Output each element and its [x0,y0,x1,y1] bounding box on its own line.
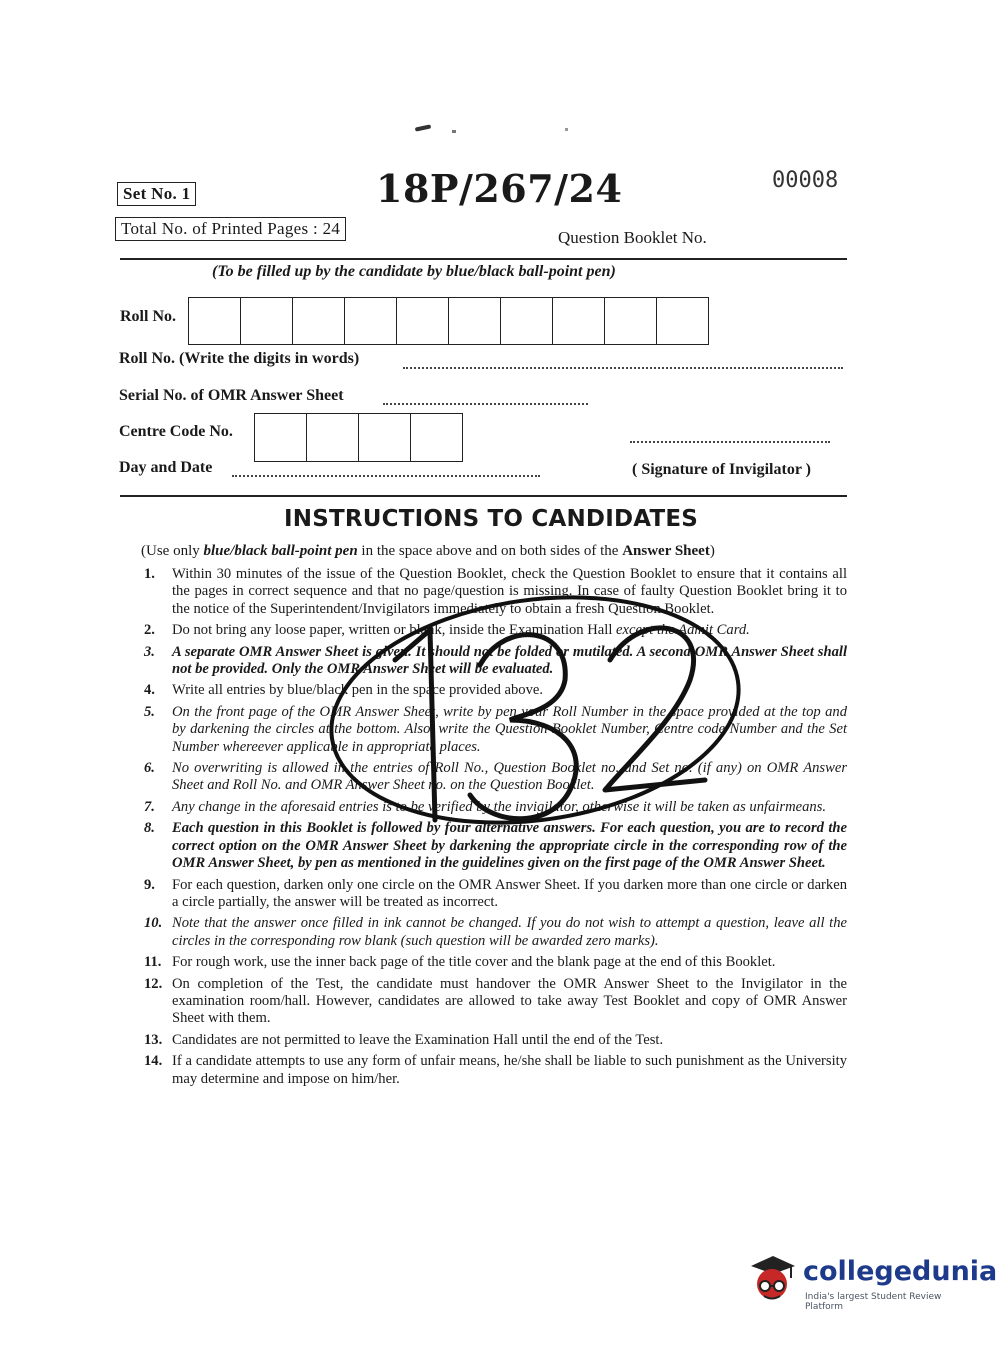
brand-name: collegedunia [803,1256,998,1287]
roll-no-digit-box[interactable] [293,298,345,344]
roll-no-label: Roll No. [120,308,176,325]
roll-no-digit-box[interactable] [189,298,241,344]
roll-no-digit-box[interactable] [449,298,501,344]
roll-no-digit-box[interactable] [345,298,397,344]
roll-no-words-label: Roll No. (Write the digits in words) [119,350,360,367]
set-number-box: Set No. 1 [117,182,196,206]
centre-code-digit-box[interactable] [359,414,411,461]
intro-text: (Use only [141,543,204,559]
intro-text: ) [709,543,715,559]
omr-serial-label: Serial No. of OMR Answer Sheet [119,387,344,404]
booklet-serial-number: 00008 [772,168,839,193]
instruction-item: 12. On completion of the Test, the candidate must handover the OMR Answer Sheet to the Invigilator in the examination room/hall. However, candidates are allowed to take away Test Booklet and copy of OMR Answer Sheet with them. [144,975,847,1027]
instruction-item: 3. A separate OMR Answer Sheet is given. It should not be folded or mutilated. A second OMR Answer Sheet shall not be provided. Only the OMR Answer Sheet will be evaluated. [144,643,847,678]
instruction-item: 2. Do not bring any loose paper, written or blank, inside the Examination Hall except the Admit Card. [144,622,750,639]
centre-code-digit-box[interactable] [255,414,307,461]
centre-code-label: Centre Code No. [119,423,233,440]
scan-speck [415,124,431,131]
roll-no-digit-box[interactable] [397,298,449,344]
instruction-item: 5. On the front page of the OMR Answer Sheet, write by pen your Roll Number in the space provided at the top and by darkening the circles at the bottom. Also, write the Question Booklet Number, Centre code Number and the Set Number whereever applicable in appropriate places. [144,703,847,755]
scan-speck [565,128,568,131]
instructions-intro [141,543,715,560]
total-pages-box: Total No. of Printed Pages : 24 [115,217,346,241]
roll-no-words-line[interactable] [403,366,843,369]
instructions-title: INSTRUCTIONS TO CANDIDATES [284,506,699,532]
brand-tagline: India's largest Student Review Platform [805,1292,942,1312]
roll-no-digit-box[interactable] [553,298,605,344]
instruction-item: 8. Each question in this Booklet is followed by four alternative answers. For each question, you are to record the correct option on the OMR Answer Sheet by darkening the appropriate circle in the corresponding row of the OMR Answer Sheet, by pen as mentioned in the guidelines given on the first page of the OMR Answer Sheet. [144,820,847,872]
form-bottom-rule [120,495,847,497]
instruction-item: 9. For each question, darken only one circle on the OMR Answer Sheet. If you darken more than one circle or darken a circle partially, the answer will be treated as incorrect. [144,876,847,910]
day-date-line[interactable] [232,474,540,477]
question-booklet-label: Question Booklet No. [558,228,707,247]
intro-emphasis: blue/black ball-point pen [203,543,358,559]
omr-serial-line[interactable] [383,402,588,405]
fill-instruction-note: (To be filled up by the candidate by blue/black ball-point pen) [212,263,616,280]
centre-code-boxes[interactable] [254,413,463,462]
collegedunia-watermark [745,1248,998,1312]
day-date-label: Day and Date [119,459,213,476]
intro-emphasis: Answer Sheet [622,543,710,559]
intro-text: in the space above and on both sides of the [357,543,623,559]
roll-no-boxes[interactable] [188,297,709,345]
header-rule [120,258,847,260]
roll-no-digit-box[interactable] [501,298,553,344]
instruction-item: 11. For rough work, use the inner back page of the title cover and the blank page at the end of this Booklet. [144,954,776,971]
scan-speck [452,130,456,133]
instruction-item: 7. Any change in the aforesaid entries is to be verified by the invigilator, otherwise it will be taken as unfairmeans. [144,798,827,815]
roll-no-digit-box[interactable] [241,298,293,344]
mascot-logo-icon [745,1252,799,1306]
instruction-item: 1. Within 30 minutes of the issue of the Question Booklet, check the Question Booklet to ensure that it contains all the pages in correct sequence and that no page/question is missing. In case of faulty Question Booklet bring it to the notice of the Superintendent/Invigilators immediately to obtain a fresh Question Booklet. [144,566,847,617]
centre-code-digit-box[interactable] [411,414,462,461]
paper-code: 18P/267/24 [376,166,623,211]
instruction-item: 4. Write all entries by blue/black pen in the space provided above. [144,682,544,699]
centre-code-digit-box[interactable] [307,414,359,461]
instruction-item: 10. Note that the answer once filled in ink cannot be changed. If you do not wish to attempt a question, leave all the circles in the corresponding row blank (such question will be awarded zero marks). [144,915,847,949]
signature-label: ( Signature of Invigilator ) [632,461,811,478]
roll-no-digit-box[interactable] [657,298,708,344]
handwritten-132-mark [320,590,760,850]
instruction-item: 6. No overwriting is allowed in the entries of Roll No., Question Booklet no. and Set no. (if any) on OMR Answer Sheet and Roll No. and OMR Answer Sheet no. on the Question Booklet. [144,760,847,794]
signature-line[interactable] [630,440,830,443]
roll-no-digit-box[interactable] [605,298,657,344]
instruction-item: 13. Candidates are not permitted to leave the Examination Hall until the end of the Test. [144,1031,664,1048]
instruction-item: 14. If a candidate attempts to use any form of unfair means, he/she shall be liable to such punishment as the University may determine and impose on him/her. [144,1053,847,1087]
